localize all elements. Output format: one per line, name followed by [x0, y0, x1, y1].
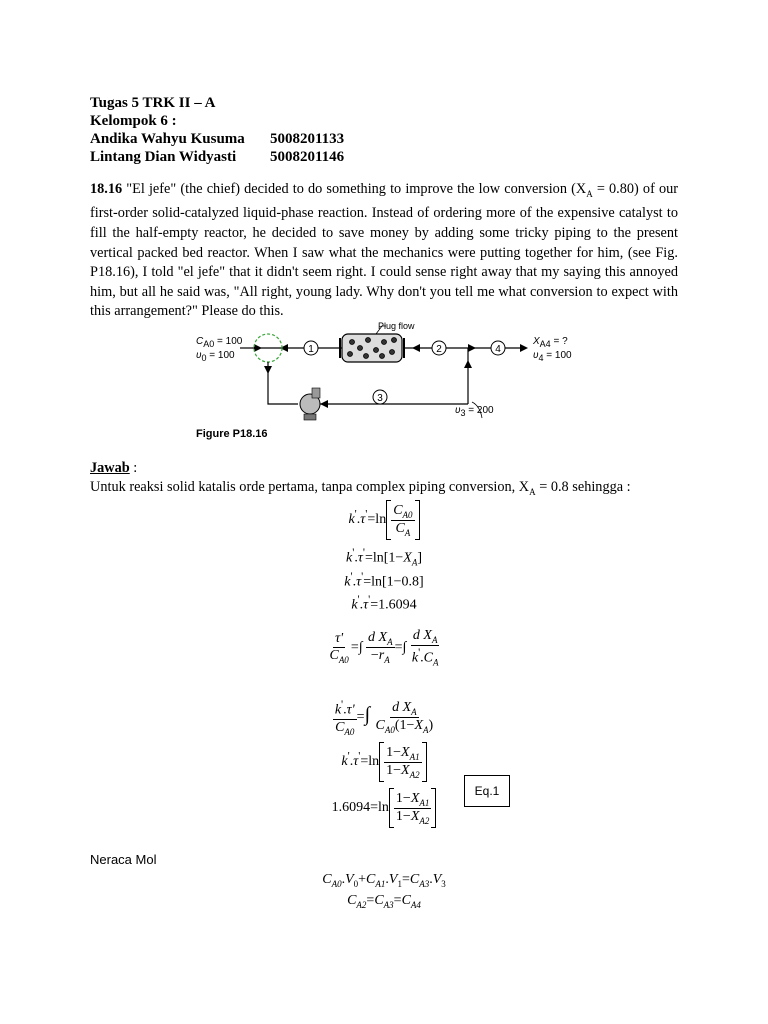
answer-intro: Untuk reaksi solid katalis orde pertama, tanpa complex piping conversion, $X_A = 0.8$ sehingga : — [90, 479, 631, 497]
problem-text-a: "El jefe" (the chief) decided to do something to improve the low conversion (X — [126, 181, 587, 197]
xa4-label: $X_{A4}$ = ? $\upsilon_4 = 100$ — [533, 336, 572, 363]
figure-caption: Figure P18.16 — [196, 428, 268, 440]
node-3-label: 3 — [377, 393, 383, 404]
neraca-mol-label: Neraca Mol — [90, 852, 157, 867]
equation-2: $k'.\tau'=\ln[1-X_A]$ — [345, 546, 423, 568]
member-1-name: Andika Wahyu Kusuma — [90, 131, 245, 147]
problem-statement — [90, 180, 678, 322]
equation-7: k'.τ'=ln $\frac{1-X_{A1}}{1-X_{A2}}$ — [0, 742, 768, 782]
equation-6: $\frac{k'.\tau'}{C_{A0}}$ =∫ $\frac{d X_A}{C_{A0}(1-X_A)}$ — [334, 698, 434, 737]
equation-8: 1.6094=ln $\frac{1-X_{A1}}{1-X_{A2}}$ — [0, 788, 768, 828]
equation-5: $\frac{\tau'}{C_{A0}}$ =∫ $\frac{d X_A}{-r_A}$ =∫ $\frac{d X_A}{k'.C_A}$ — [329, 628, 439, 668]
assignment-title: Tugas 5 TRK II – A — [90, 95, 216, 111]
member-2-name: Lintang Dian Widyasti — [90, 149, 237, 165]
group-label: Kelompok 6 : — [90, 113, 177, 129]
member-1-id: 5008201133 — [270, 131, 345, 147]
node-4-label: 4 — [495, 344, 501, 355]
equation-4: k'.τ'=1.6094 — [351, 593, 417, 613]
mole-balance-1: $C_{A0}.V_0+C_{A1}.V_1=C_{A3}.V_3$ — [322, 872, 446, 889]
mole-balance-2: $C_{A2}=C_{A3}=C_{A4}$ — [347, 893, 421, 910]
member-2-id: 5008201146 — [270, 149, 345, 165]
problem-text-b: = 0.80) of our first-order solid-catalyzed liquid-phase reaction. Instead of ordering more of the expensive catalyst to fill the half-empty reactor, he decided to save money by adding some tricky piping to the present vertical packed bed reactor. When I saw what the mechanics were putting together for him, (see Fig. P18.16), I told "el jefe" that it didn't seem right. I could sense right away that my saying this annoyed him, but all he said was, "All right, young lady. Why don't you tell me what conversion to expect with this arrangement?" Please do this. — [90, 181, 679, 320]
plug-flow-label: Plug flow — [378, 321, 415, 331]
equation-1: k'.τ'=ln $\frac{C_{A0}}{C_A}$ — [0, 500, 768, 540]
problem-text-sub: A — [586, 188, 593, 199]
problem-number: 18.16 — [90, 181, 123, 197]
equation-3: k'.τ'=ln[1−0.8] — [344, 570, 424, 590]
ca0-label: $C_{A0} = 100$ $\upsilon_0 = 100$ — [196, 336, 243, 363]
v3-label: $\upsilon_3 = 200$ — [455, 405, 494, 418]
node-2-label: 2 — [436, 344, 442, 355]
eq-1-box: Eq.1 — [464, 775, 510, 807]
node-1-label: 1 — [308, 344, 314, 355]
answer-heading: Jawab : — [90, 460, 138, 476]
